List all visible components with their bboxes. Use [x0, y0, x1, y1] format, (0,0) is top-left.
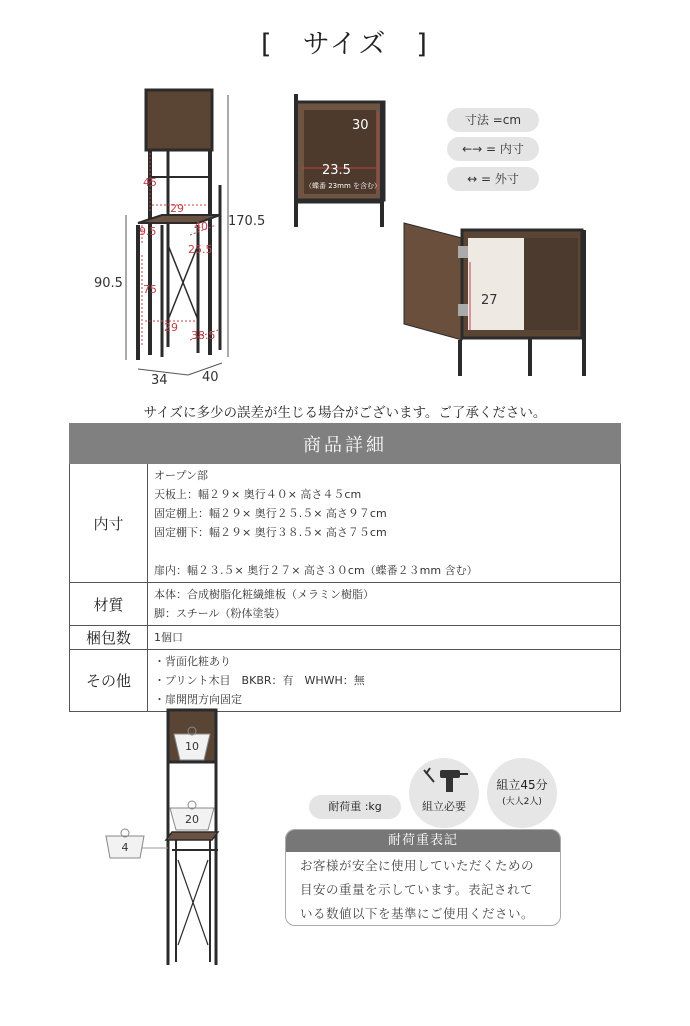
depth-label: 40	[202, 370, 219, 385]
inner-height-label: 30	[352, 118, 369, 133]
spec-line	[154, 542, 614, 561]
load-note-title: 耐荷重表記	[286, 830, 560, 852]
spec-table	[69, 423, 621, 712]
legend-unit: 寸法 =cm	[447, 108, 539, 132]
lower-height-label: 90.5	[94, 276, 123, 291]
spec-label: その他	[70, 650, 148, 712]
spec-row-material	[70, 583, 621, 626]
door-depth-label: 27	[481, 293, 498, 308]
load-capacity-diagram	[100, 700, 230, 970]
spec-line: 脚：スチール（粉体塗装）	[154, 607, 286, 620]
spec-line: ・扉開閉方向固定	[154, 693, 242, 706]
load-note-body	[286, 852, 560, 926]
low-depth-label: 38.5	[191, 329, 216, 342]
spec-line: 扉内：幅２３.５× 奥行２７× 高さ３０cm（蝶番２３mm 含む）	[154, 564, 478, 577]
spec-value	[148, 464, 621, 583]
legend-inner: ←→ = 内寸	[447, 137, 539, 161]
size-notice: サイズに多少の誤差が生じる場合がございます。ご了承ください。	[143, 405, 547, 421]
top-width-label: 29	[170, 202, 184, 215]
assembly-required-label: 組立必要	[422, 800, 466, 813]
spec-label: 内寸	[70, 464, 148, 583]
spec-row-inner	[70, 464, 621, 583]
drill-icon	[420, 764, 470, 796]
spec-line: オープン部	[154, 469, 209, 482]
spec-line: 天板上：幅２９× 奥行４０× 高さ４５cm	[154, 488, 362, 501]
low-height-label: 75	[143, 283, 157, 296]
spec-row-package	[70, 626, 621, 650]
spec-value	[148, 626, 621, 650]
assembly-time-label: 組立45分	[496, 778, 548, 792]
mid-depth2-label: 25.5	[188, 243, 213, 256]
spec-line: 固定棚下：幅２９× 奥行３８.５× 高さ７５cm	[154, 526, 387, 539]
spec-value	[148, 583, 621, 626]
mid-depth-label: 40	[194, 220, 208, 233]
total-height-label: 170.5	[228, 214, 266, 229]
assembly-time-badge	[487, 758, 557, 828]
spec-label: 梱包数	[70, 626, 148, 650]
legend-outer: ↔ = 外寸	[447, 167, 539, 191]
spec-line: 本体：合成樹脂化粧繊維板（メラミン樹脂）	[154, 588, 374, 601]
low-width-label: 29	[164, 321, 178, 334]
top-height-label: 45	[143, 176, 157, 189]
load-note-line: お客様が安全に使用していただくための	[300, 858, 535, 873]
page-title: [ サイズ ]	[261, 29, 429, 60]
spec-line: 1個口	[154, 631, 183, 644]
load-side-value: 4	[121, 841, 129, 854]
assembly-people-label: (大人2人)	[502, 797, 542, 807]
inner-width-label: 23.5	[322, 163, 351, 178]
spec-line: ・プリント木目 BKBR：有 WHWH：無	[154, 674, 365, 687]
mid-height-label: 9.5	[139, 225, 157, 238]
cabinet-inner-diagram	[290, 92, 390, 232]
load-note-box	[285, 829, 561, 926]
load-note-line: 目安の重量を示しています。表記されて	[300, 882, 534, 897]
load-top-value: 10	[185, 740, 199, 753]
spec-header: 商品詳細	[70, 424, 621, 464]
load-note-line: いる数値以下を基準にご使用ください。	[300, 906, 535, 921]
spec-line: 固定棚上：幅２９× 奥行２５.５× 高さ９７cm	[154, 507, 387, 520]
width-label: 34	[151, 373, 168, 388]
shelf-dimension-diagram	[90, 85, 280, 385]
load-mid-value: 20	[185, 813, 199, 826]
spec-line: ・背面化粧あり	[154, 655, 231, 668]
inner-width-note: （蝶番 23mm を含む）	[305, 182, 381, 190]
load-unit-badge: 耐荷重 :kg	[309, 795, 401, 819]
spec-label: 材質	[70, 583, 148, 626]
